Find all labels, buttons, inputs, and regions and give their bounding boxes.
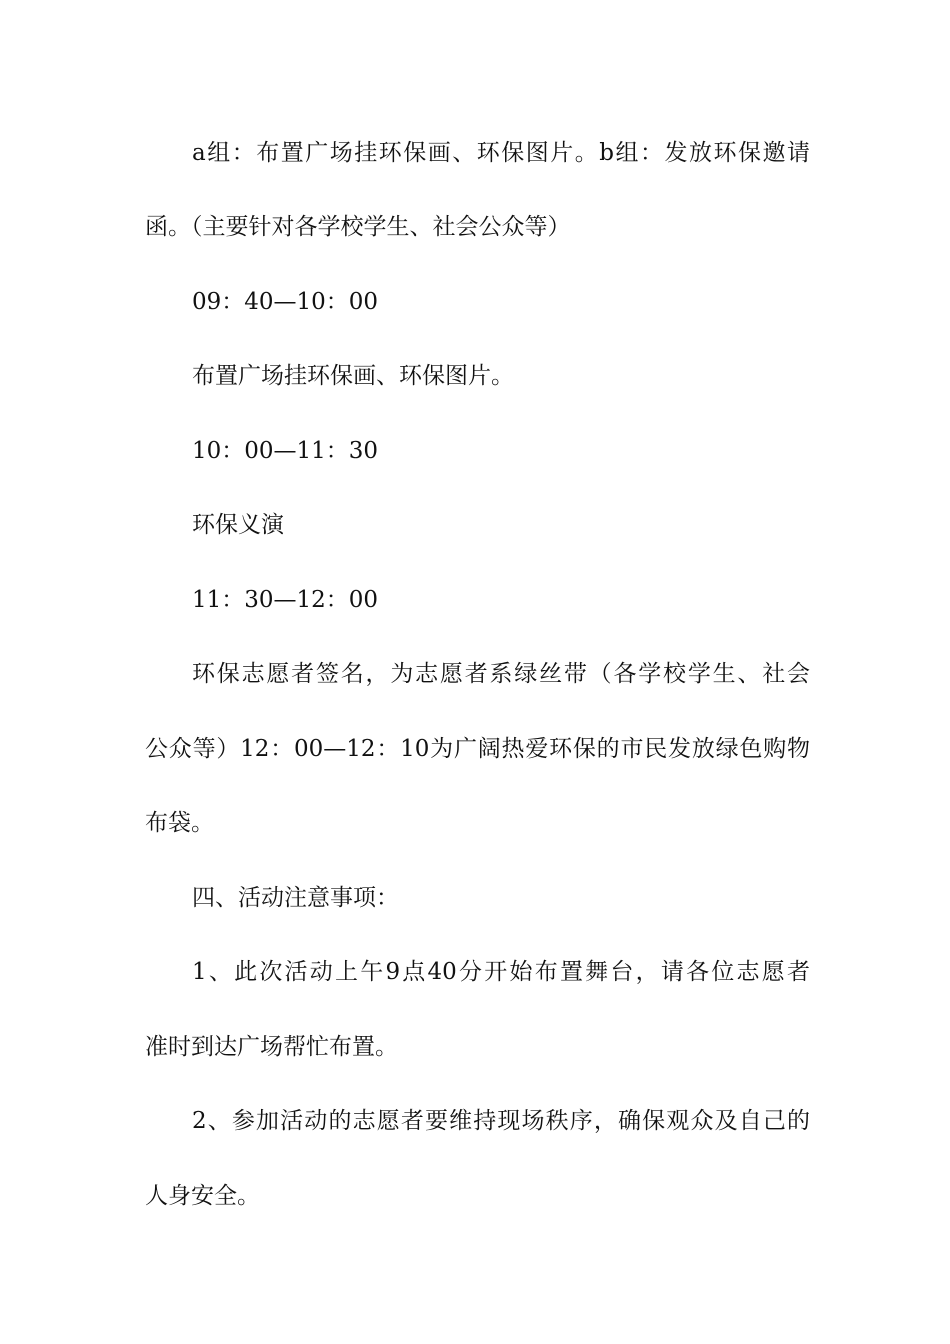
paragraph-line: 布袋。 <box>145 810 214 836</box>
paragraph-line: a组：布置广场挂环保画、环保图片。b组：发放环保邀请 <box>192 140 810 166</box>
paragraph-line: 2、参加活动的志愿者要维持现场秩序，确保观众及自己的 <box>192 1108 810 1134</box>
paragraph-line: 公众等）12：00—12：10为广阔热爱环保的市民发放绿色购物 <box>145 736 810 762</box>
section-heading: 四、活动注意事项： <box>192 885 399 911</box>
time-slot: 10：00—11：30 <box>192 438 379 464</box>
paragraph-line: 环保志愿者签名，为志愿者系绿丝带（各学校学生、社会 <box>192 661 810 687</box>
paragraph-line: 环保义演 <box>192 512 284 538</box>
time-slot: 09：40—10：00 <box>192 289 379 315</box>
time-slot: 11：30—12：00 <box>192 587 379 613</box>
paragraph-line: 准时到达广场帮忙布置。 <box>145 1034 398 1060</box>
paragraph-line: 1、此次活动上午9点40分开始布置舞台，请各位志愿者 <box>192 959 810 985</box>
paragraph-line: 布置广场挂环保画、环保图片。 <box>192 363 514 389</box>
paragraph-line: 人身安全。 <box>145 1183 260 1209</box>
paragraph-line: 函。（主要针对各学校学生、社会公众等） <box>145 214 571 240</box>
